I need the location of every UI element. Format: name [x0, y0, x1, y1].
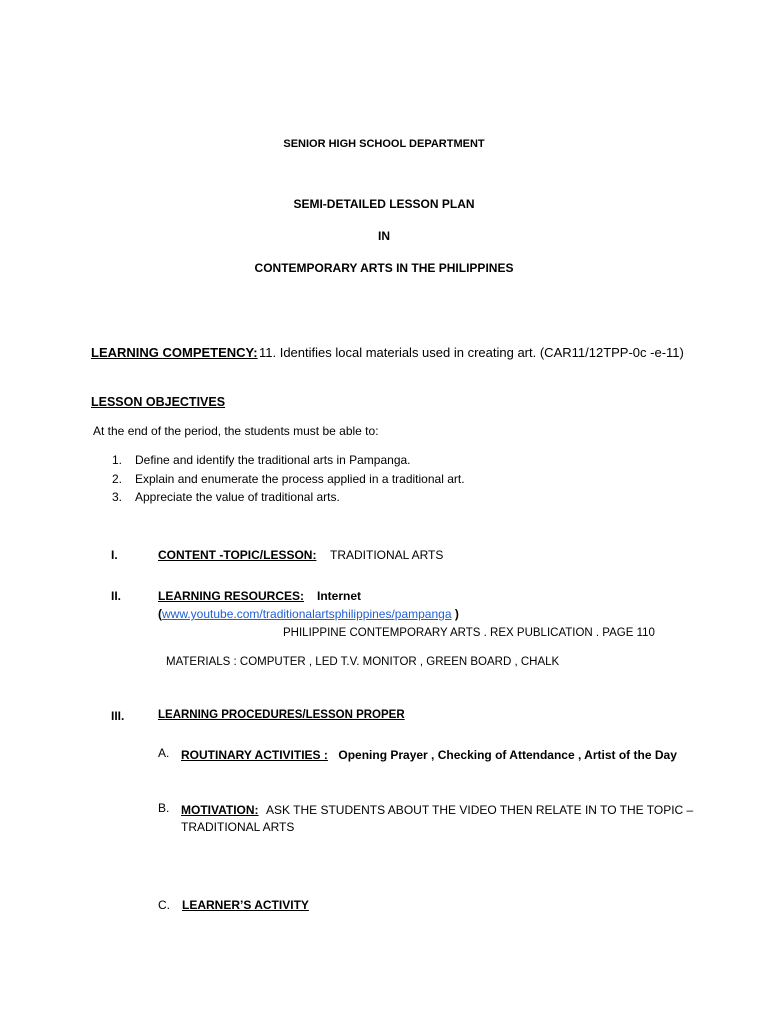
list-item-number: 2.: [112, 472, 123, 486]
title-connector: IN: [378, 229, 390, 243]
routinary-line: [181, 746, 677, 764]
list-item: Define and identify the traditional arts in Pampanga.: [135, 453, 411, 467]
objectives-intro: At the end of the period, the students must be able to:: [93, 424, 379, 438]
motivation-value-cont: TRADITIONAL ARTS: [181, 820, 295, 834]
lesson-plan-title: SEMI-DETAILED LESSON PLAN: [293, 197, 475, 211]
list-item-number: 1.: [112, 453, 123, 467]
content-value: TRADITIONAL ARTS: [330, 548, 444, 562]
resources-label: LEARNING RESOURCES:: [158, 589, 305, 603]
department-heading: SENIOR HIGH SCHOOL DEPARTMENT: [283, 138, 485, 150]
section-numeral: III.: [111, 709, 125, 723]
youtube-link[interactable]: www.youtube.com/traditionalartsphilippines/pampanga: [162, 607, 452, 621]
section-numeral: II.: [111, 589, 122, 603]
competency-text: 11. Identifies local materials used in creating art. (CAR11/12TPP-0c -e-11): [259, 345, 684, 360]
list-item-number: 3.: [112, 490, 123, 504]
motivation-value: ASK THE STUDENTS ABOUT THE VIDEO THEN RELATE IN TO THE TOPIC –: [266, 803, 694, 817]
sub-letter: A.: [158, 746, 170, 760]
routinary-label: ROUTINARY ACTIVITIES :: [181, 748, 328, 762]
subject-title: CONTEMPORARY ARTS IN THE PHILIPPINES: [254, 261, 514, 275]
routinary-value: Opening Prayer , Checking of Attendance , Artist of the Day: [338, 748, 677, 762]
sub-letter: B.: [158, 801, 170, 815]
resources-value: Internet: [317, 589, 362, 603]
materials-text: MATERIALS : COMPUTER , LED T.V. MONITOR , GREEN BOARD , CHALK: [166, 656, 560, 668]
learner-activity-label: LEARNER’S ACTIVITY: [182, 898, 309, 912]
list-item: Appreciate the value of traditional arts.: [135, 490, 340, 504]
content-label: CONTENT -TOPIC/LESSON:: [158, 548, 317, 562]
sub-letter: C.: [158, 898, 170, 912]
competency-label: LEARNING COMPETENCY:: [91, 345, 258, 360]
link-open-paren: (: [158, 607, 162, 621]
list-item: Explain and enumerate the process applied in a traditional art.: [135, 472, 465, 486]
reference-text: PHILIPPINE CONTEMPORARY ARTS . REX PUBLICATION . PAGE 110: [283, 627, 655, 639]
link-close-paren: ): [451, 607, 459, 621]
procedures-label: LEARNING PROCEDURES/LESSON PROPER: [158, 709, 405, 721]
motivation-line: [181, 801, 693, 819]
resource-link-line: [158, 607, 459, 621]
section-numeral: I.: [111, 548, 118, 562]
objectives-heading: LESSON OBJECTIVES: [91, 395, 226, 409]
motivation-label: MOTIVATION:: [181, 803, 259, 817]
